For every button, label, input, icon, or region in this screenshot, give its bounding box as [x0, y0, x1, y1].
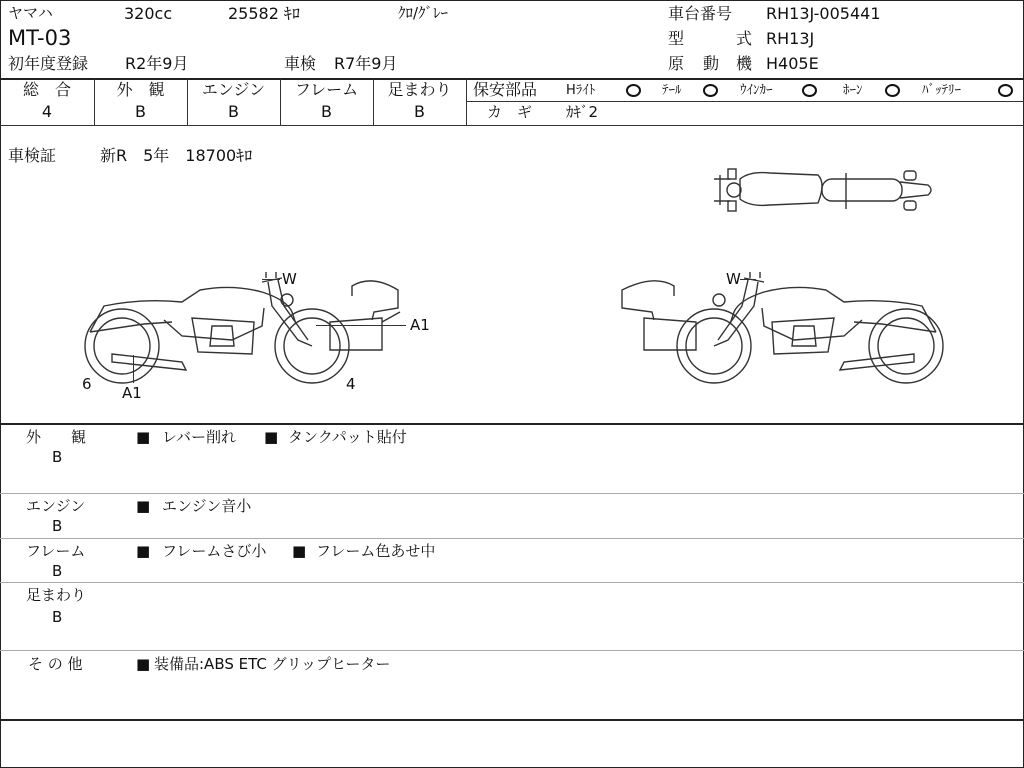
- callout-line-w-left: [262, 279, 280, 280]
- grade-suspension-label: 足まわり: [387, 80, 452, 99]
- safety-horn-label: ﾎｰﾝ: [843, 83, 863, 98]
- remark-exterior-item-1: レバー削れ: [162, 428, 236, 446]
- engine-model-value: H405E: [766, 54, 819, 73]
- engine-model-label-char-3: 機: [736, 54, 753, 73]
- maker-name: ヤマハ: [8, 4, 53, 22]
- remarks-bottom-border: [0, 719, 1024, 721]
- motorcycle-top-view-diagram: [700, 165, 940, 217]
- remark-frame-grade: B: [52, 562, 63, 580]
- damage-mark-w-right: W: [726, 270, 741, 288]
- remark-exterior-bullet-1: ■: [136, 428, 151, 446]
- remark-divider: [0, 538, 1024, 539]
- type-value: RH13J: [766, 29, 815, 48]
- grade-engine-label: エンジン: [201, 80, 266, 99]
- inspection-label: 車検: [284, 54, 317, 73]
- engine-model-label-char-1: 原: [668, 54, 685, 73]
- remark-other-label: そ の 他: [28, 655, 83, 673]
- safety-taillight-label: ﾃｰﾙ: [662, 83, 682, 98]
- frame-number-value: RH13J-005441: [766, 4, 881, 23]
- safety-divider: [467, 101, 1024, 102]
- remark-other-bullet-1: ■: [136, 655, 151, 673]
- remark-engine-item-1: エンジン音小: [162, 497, 252, 515]
- grade-table-bottom-border: [0, 125, 1024, 126]
- body-color: ｸﾛ/ｸﾞﾚｰ: [398, 4, 449, 22]
- remark-other-item-1: 装備品:ABS ETC グリップヒーター: [154, 655, 391, 673]
- callout-line-a1-bottom: [133, 355, 134, 383]
- safety-headlight-ok-icon: [626, 84, 641, 97]
- remark-exterior-label: 外 観: [26, 428, 87, 446]
- remark-frame-label: フレーム: [26, 542, 86, 560]
- rear-tire-tread-value: 6: [82, 375, 92, 393]
- type-label-char-2: 式: [736, 29, 753, 48]
- callout-line-a1-right: [316, 325, 406, 326]
- grade-suspension-value: B: [414, 102, 425, 121]
- damage-mark-a1-right: A1: [410, 316, 430, 334]
- first-registration-label: 初年度登録: [8, 54, 89, 73]
- safety-headlight-label: Hﾗｲﾄ: [566, 83, 596, 98]
- model-name: MT-03: [8, 26, 72, 50]
- mileage: 25582 ｷﾛ: [228, 4, 300, 23]
- remark-frame-bullet-1: ■: [136, 542, 151, 560]
- safety-winker-ok-icon: [802, 84, 817, 97]
- remark-engine-grade: B: [52, 517, 63, 535]
- callout-line-w-right: [740, 279, 756, 280]
- grade-overall-value: 4: [41, 102, 53, 121]
- safety-battery-ok-icon: [998, 84, 1013, 97]
- remark-exterior-bullet-2: ■: [264, 428, 279, 446]
- motorcycle-right-side-diagram: [618, 266, 948, 388]
- grade-overall-label: 総 合: [22, 80, 71, 99]
- safety-winker-label: ｳｲﾝｶｰ: [740, 83, 773, 98]
- engine-model-label-char-2: 動: [703, 54, 720, 73]
- safety-horn-ok-icon: [885, 84, 900, 97]
- grade-col-divider: [466, 79, 467, 125]
- remark-exterior-grade: B: [52, 448, 63, 466]
- remark-frame-item-2: フレーム色あせ中: [316, 542, 436, 560]
- grade-frame-value: B: [321, 102, 332, 121]
- key-value: ｶｷﾞ2: [566, 103, 599, 121]
- displacement: 320cc: [124, 4, 173, 23]
- remark-divider: [0, 582, 1024, 583]
- inspection-value: R7年9月: [334, 54, 398, 73]
- remark-exterior-item-2: タンクパット貼付: [288, 428, 407, 446]
- first-registration-value: R2年9月: [125, 54, 189, 73]
- remark-suspension-label: 足まわり: [26, 586, 87, 604]
- remark-divider: [0, 493, 1024, 494]
- front-tire-tread-value: 4: [346, 375, 356, 393]
- type-label-char-1: 型: [668, 29, 685, 48]
- remark-divider: [0, 650, 1024, 651]
- damage-mark-w-left: W: [282, 270, 297, 288]
- remark-frame-item-1: フレームさび小: [162, 542, 267, 560]
- remarks-top-border: [0, 423, 1024, 425]
- grade-exterior-value: B: [135, 102, 146, 121]
- motorcycle-left-side-diagram: [82, 266, 412, 388]
- safety-parts-label: 保安部品: [473, 80, 538, 99]
- remark-engine-label: エンジン: [26, 497, 86, 515]
- key-label: カ ギ: [487, 103, 533, 121]
- grade-exterior-label: 外 観: [116, 80, 165, 99]
- certificate-value: 新R 5年 18700ｷﾛ: [100, 146, 253, 165]
- remark-suspension-grade: B: [52, 608, 63, 626]
- damage-mark-a1-bottom: A1: [122, 384, 142, 402]
- remark-frame-bullet-2: ■: [292, 542, 307, 560]
- frame-number-label: 車台番号: [668, 4, 733, 23]
- remark-engine-bullet-1: ■: [136, 497, 151, 515]
- certificate-label: 車検証: [8, 146, 57, 165]
- safety-taillight-ok-icon: [703, 84, 718, 97]
- grade-frame-label: フレーム: [294, 80, 359, 99]
- grade-engine-value: B: [228, 102, 239, 121]
- safety-battery-label: ﾊﾞｯﾃﾘｰ: [922, 83, 961, 98]
